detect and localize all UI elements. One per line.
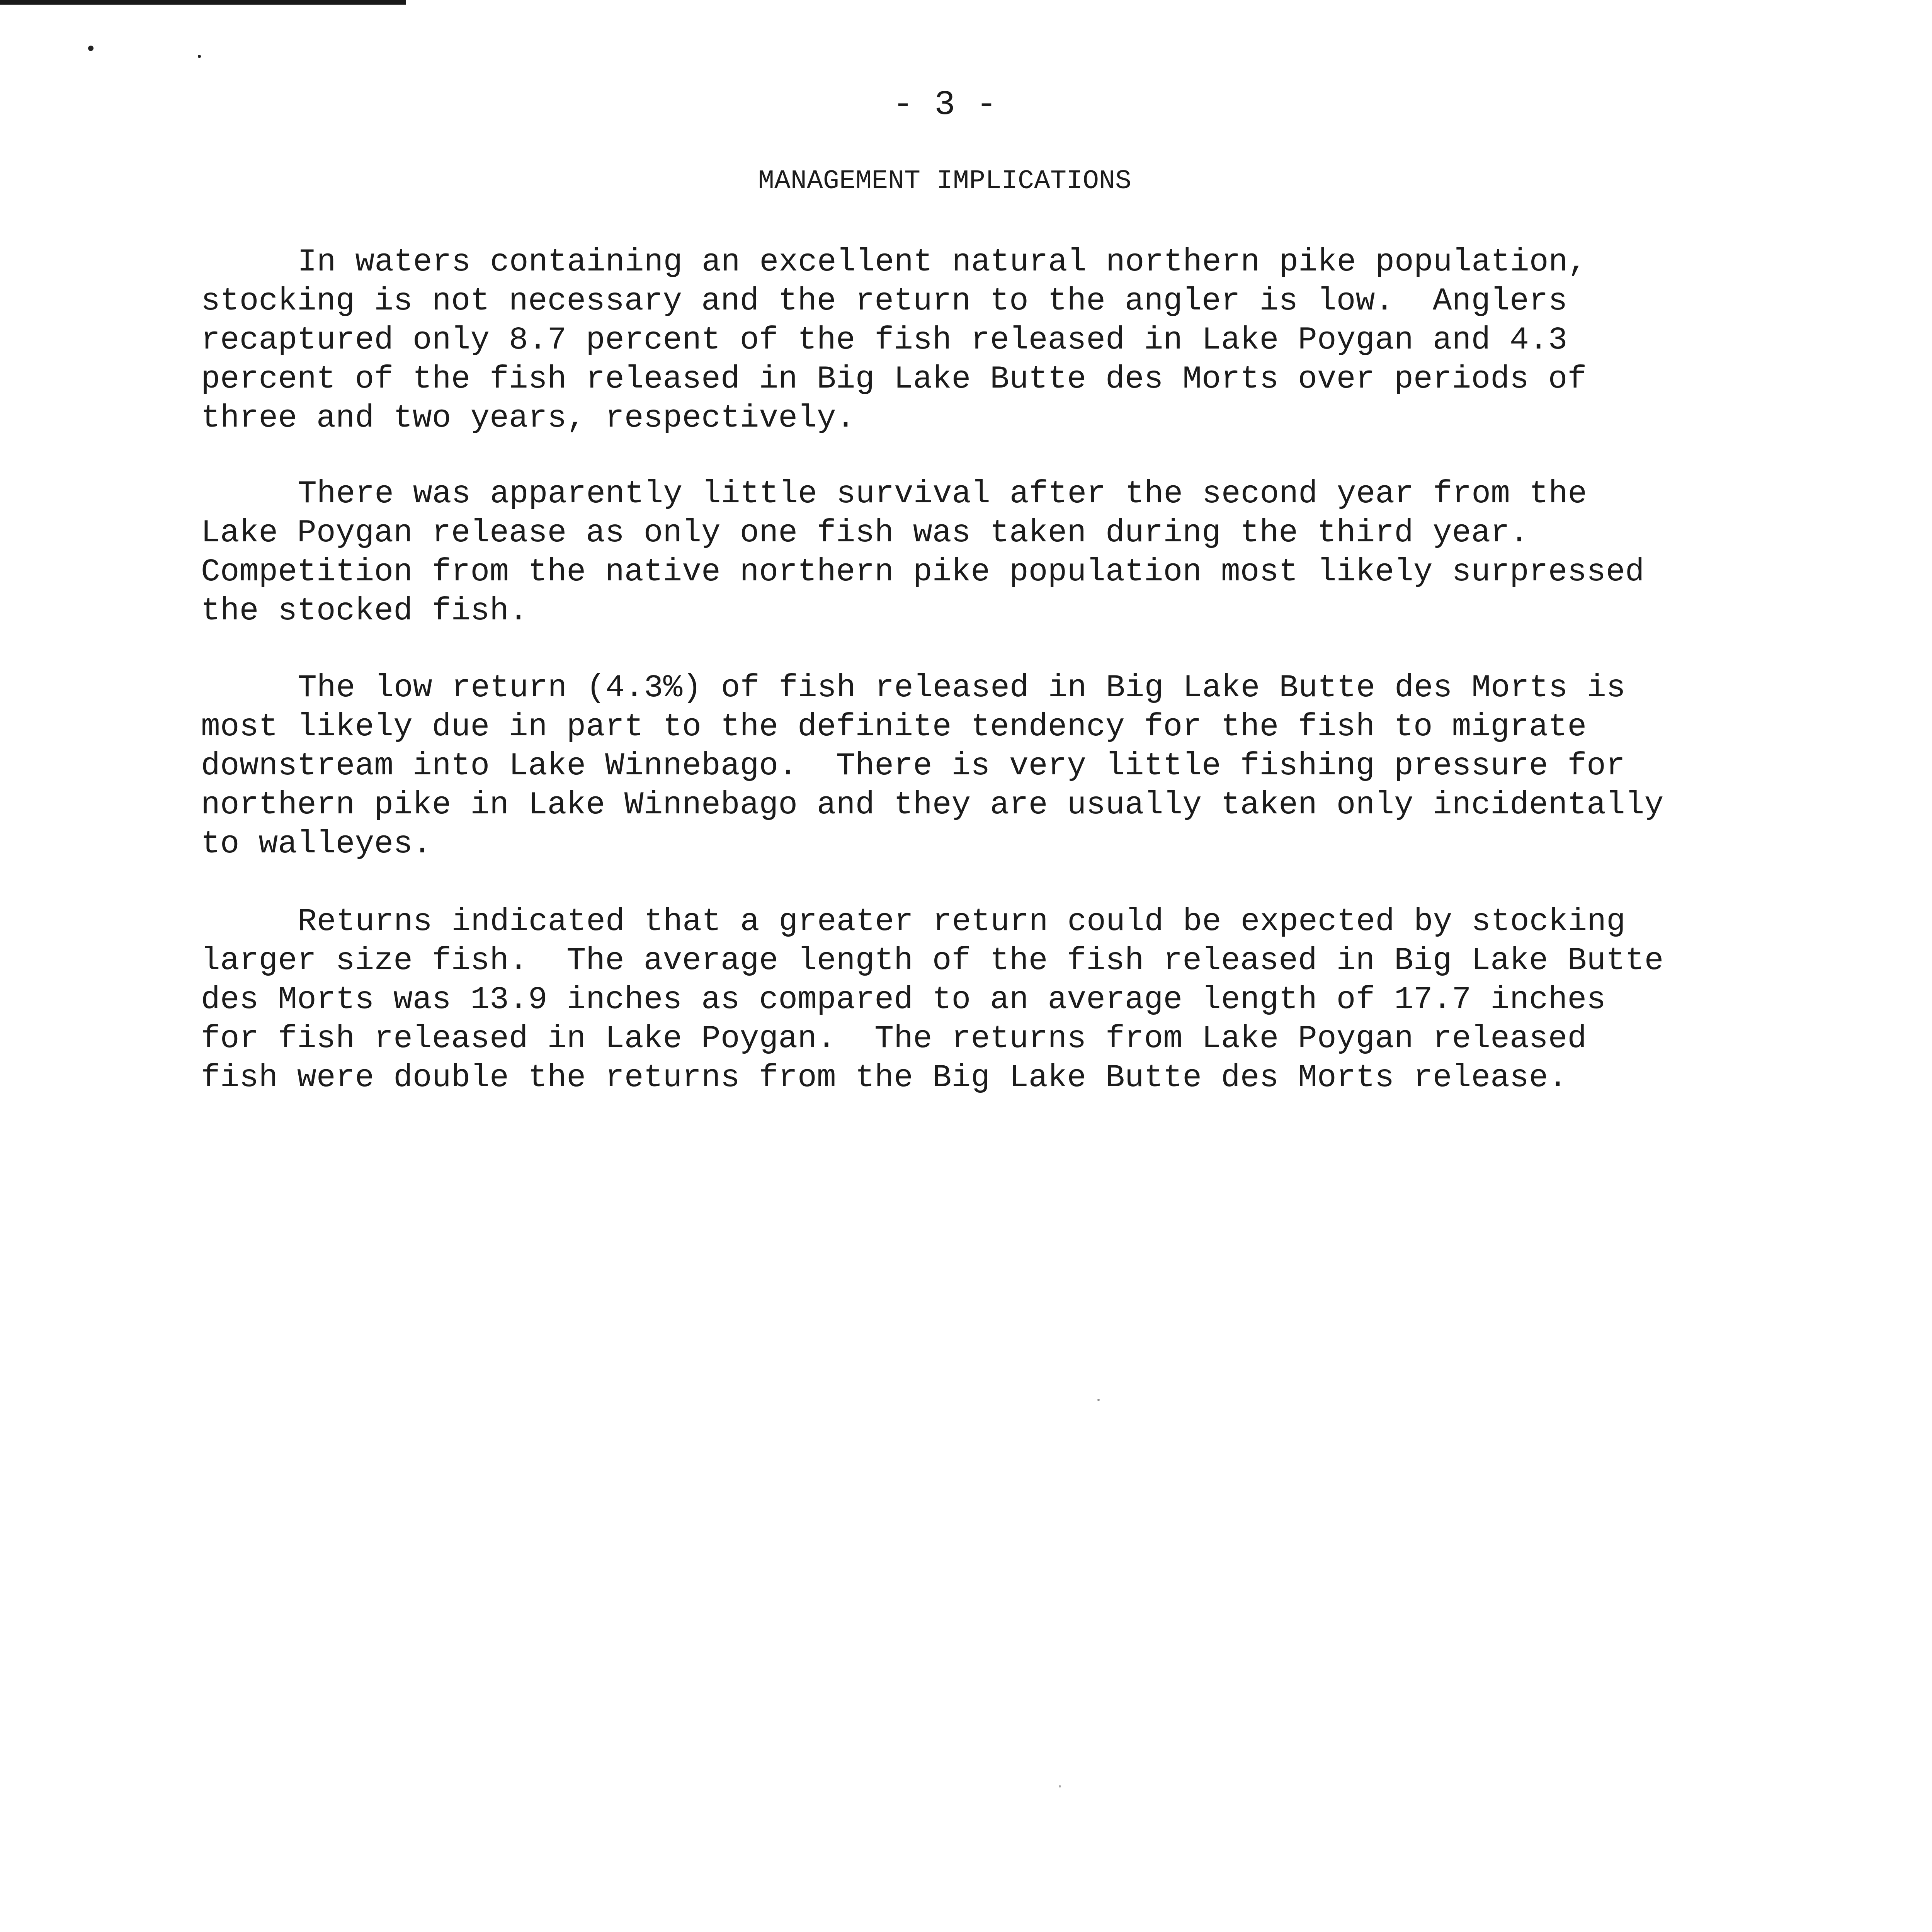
paragraph-line: the stocked fish.	[201, 593, 528, 629]
paragraph-line: recaptured only 8.7 percent of the fish released in Lake Poygan and 4.3	[201, 322, 1568, 358]
paragraph-line: downstream into Lake Winnebago. There is very little fishing pressure for	[201, 748, 1625, 784]
paragraph-line: Competition from the native northern pike population most likely surpressed	[201, 554, 1645, 590]
paragraph-line: des Morts was 13.9 inches as compared to an average length of 17.7 inches	[201, 981, 1606, 1018]
paragraph-line: In waters containing an excellent natural northern pike population,	[298, 244, 1587, 280]
paragraph-size-comparison	[201, 902, 1708, 1097]
paragraph-line: Lake Poygan release as only one fish was taken during the third year.	[201, 515, 1529, 551]
paragraph-line: three and two years, respectively.	[201, 400, 855, 436]
scan-speck	[1059, 1785, 1061, 1787]
paragraph-line: larger size fish. The average length of the fish released in Big Lake Butte	[201, 942, 1664, 979]
section-heading: MANAGEMENT IMPLICATIONS	[758, 166, 1132, 197]
paragraph-line: There was apparently little survival after the second year from the	[298, 476, 1587, 512]
paragraph-line: The low return (4.3%) of fish released in Big Lake Butte des Morts is	[298, 670, 1626, 706]
paragraph-stocking-returns	[201, 243, 1708, 438]
paragraph-line: fish were double the returns from the Big Lake Butte des Morts release.	[201, 1060, 1568, 1096]
scan-speck	[1097, 1399, 1100, 1401]
paragraph-line: to walleyes.	[201, 826, 432, 862]
paragraph-line: percent of the fish released in Big Lake Butte des Morts over periods of	[201, 361, 1587, 397]
paragraph-survival	[201, 474, 1708, 631]
paragraph-line: for fish released in Lake Poygan. The returns from Lake Poygan released	[201, 1020, 1587, 1057]
paragraph-line: northern pike in Lake Winnebago and they are usually taken only incidentally	[201, 787, 1664, 823]
paragraph-low-return	[201, 668, 1708, 864]
paragraph-line: stocking is not necessary and the return to the angler is low. Anglers	[201, 283, 1568, 319]
scan-edge-rule	[0, 0, 406, 5]
scan-speck	[198, 55, 201, 58]
paragraph-line: Returns indicated that a greater return could be expected by stocking	[298, 903, 1626, 940]
scan-speck	[88, 46, 94, 51]
page-number: - 3 -	[892, 85, 997, 125]
paragraph-line: most likely due in part to the definite tendency for the fish to migrate	[201, 709, 1587, 745]
